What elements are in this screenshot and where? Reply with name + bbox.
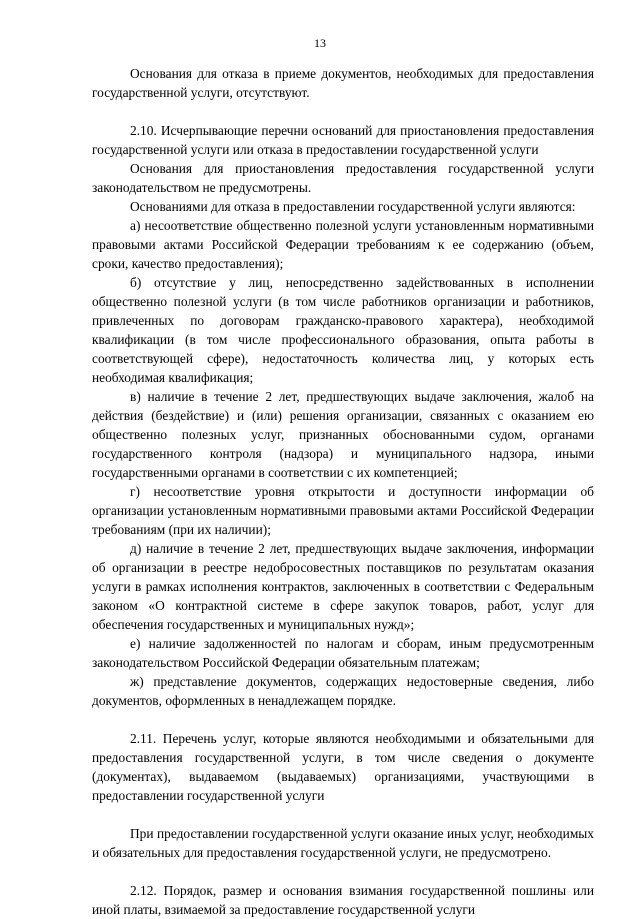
list-item-v: в) наличие в течение 2 лет, предшествующих выдаче заключения, жалоб на действия (бездействие) и (или) решения организации, связанных с оказанием ею общественно полезных услуг, признанных обоснованными судом, органами государственного контроля (надзора) и муниципального надзора, иными государственными органами в соответствии с их компетенцией; <box>92 389 594 480</box>
list-item-e: е) наличие задолженностей по налогам и сборам, иным предусмотренным законодательством Российской Федерации обязательным платежам; <box>92 636 594 670</box>
paragraph-no-grounds-refusal: Основания для отказа в приеме документов, необходимых для предоставления государственной услуги, отсутствуют. <box>92 66 594 100</box>
paragraph-suspension-grounds: Основания для приостановления предоставления государственной услуги законодательством не предусмотрены. <box>92 161 594 195</box>
list-item-a: а) несоответствие общественно полезной услуги установленным нормативными правовыми актами Российской Федерации требованиям к ее содержанию (объем, сроки, качество предоставления); <box>92 218 594 271</box>
list-item-b: б) отсутствие у лиц, непосредственно задействованных в исполнении общественно полезной услуги (в том числе работников организации и работников, привлеченных по договорам гражданско-правового характера), необходимой квалификации (в том числе профессионального образования, опыта работы в соответствующей сфере), недостаточность количества лиц, у которых есть необходимая квалификация; <box>92 275 594 385</box>
list-item-d: д) наличие в течение 2 лет, предшествующих выдаче заключения, информации об организации в реестре недобросовестных поставщиков по результатам оказания услуги в рамках исполнения контрактов, заключенных в соответствии с Федеральным законом «О контрактной системе в сфере закупок товаров, работ, услуг для обеспечения государственных и муниципальных нужд»; <box>92 541 594 632</box>
paragraph-refusal-grounds-intro: Основаниями для отказа в предоставлении государственной услуги являются: <box>130 199 576 214</box>
paragraph-other-services: При предоставлении государственной услуги оказание иных услуг, необходимых и обязательных для предоставления государственной услуги, не предусмотрено. <box>92 826 594 860</box>
paragraph-gap <box>92 862 594 881</box>
list-item-g: г) несоответствие уровня открытости и доступности информации об организации установленным нормативными правовыми актами Российской Федерации требованиям (при их наличии); <box>92 484 594 537</box>
paragraph-gap <box>92 805 594 824</box>
list-item-zh: ж) представление документов, содержащих недостоверные сведения, либо документов, оформленных в ненадлежащем порядке. <box>92 674 594 708</box>
paragraph-gap <box>92 102 594 121</box>
section-heading-2-10: 2.10. Исчерпывающие перечни оснований для приостановления предоставления государственной услуги или отказа в предоставлении государственной услуги <box>92 123 594 157</box>
page-number: 13 <box>314 36 326 50</box>
section-heading-2-12: 2.12. Порядок, размер и основания взимания государственной пошлины или иной платы, взимаемой за предоставление государственной услуги <box>92 883 594 917</box>
section-heading-2-11: 2.11. Перечень услуг, которые являются необходимыми и обязательными для предоставления государственной услуги, в том числе сведения о документе (документах), выдаваемом (выдаваемых) организациями, участвующими в предоставлении государственной услуги <box>92 731 594 803</box>
paragraph-gap <box>92 710 594 729</box>
document-body <box>92 64 594 919</box>
